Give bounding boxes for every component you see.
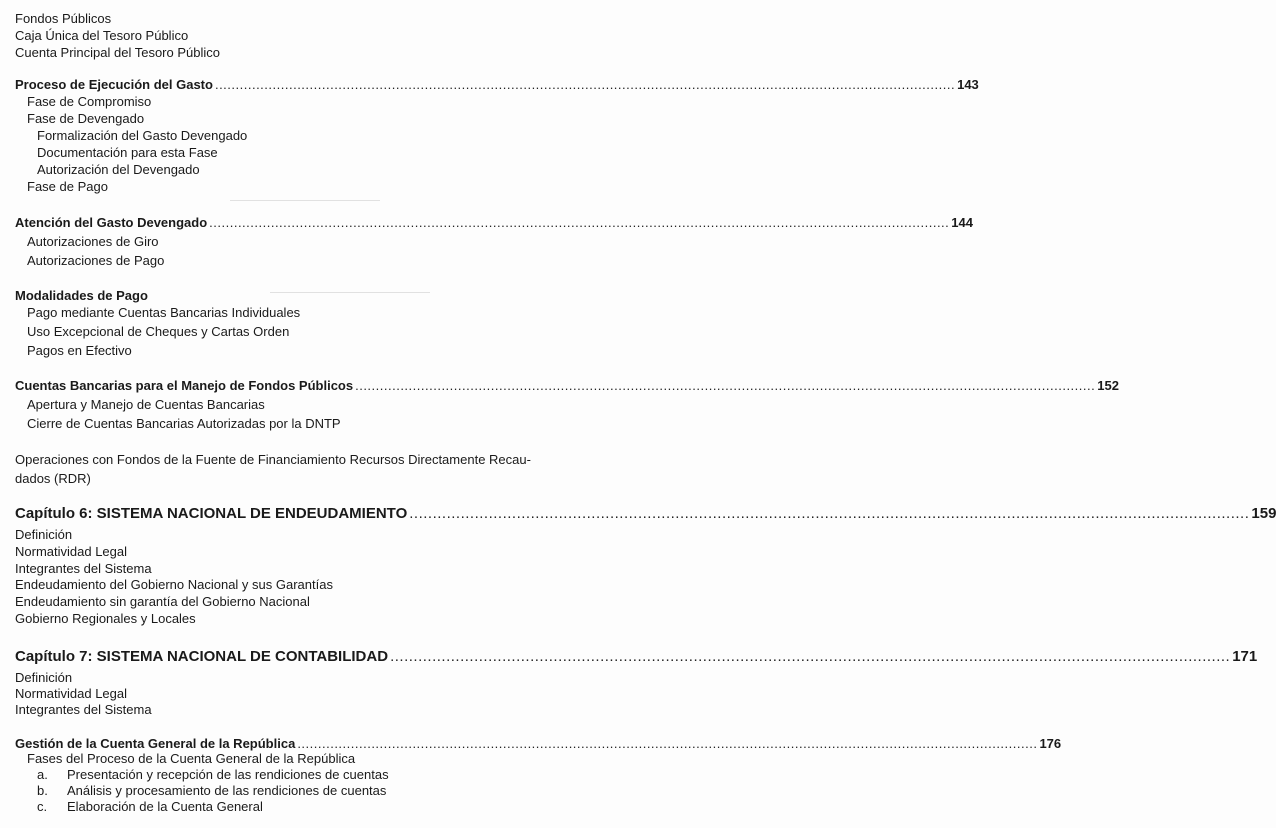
toc-item: Pago mediante Cuentas Bancarias Individuales xyxy=(27,305,301,320)
chapter-title: Capítulo 6: SISTEMA NACIONAL DE ENDEUDAMIENTO xyxy=(15,505,408,522)
leader-dots: .................................................................................................................................................................................... xyxy=(209,215,950,230)
toc-subitem: Autorización del Devengado xyxy=(37,162,200,177)
toc-item: Fase de Devengado xyxy=(27,111,145,126)
toc-item: Integrantes del Sistema xyxy=(15,702,152,717)
toc-heading-title: Gestión de la Cuenta General de la República xyxy=(15,736,296,751)
toc-heading-title: Proceso de Ejecución del Gasto xyxy=(15,77,213,92)
toc-item: Endeudamiento del Gobierno Nacional y sus Garantías xyxy=(15,577,333,592)
toc-subitem: Formalización del Gasto Devengado xyxy=(37,128,248,143)
toc-item: Normatividad Legal xyxy=(15,544,128,559)
scan-streak xyxy=(230,200,380,201)
leader-dots: .................................................................................................................................................................................... xyxy=(390,648,1231,665)
toc-list-item xyxy=(37,767,389,783)
toc-item: Definición xyxy=(15,527,73,542)
toc-item: Fase de Compromiso xyxy=(27,94,152,109)
toc-item: Uso Excepcional de Cheques y Cartas Orden xyxy=(27,324,290,339)
toc-item: Integrantes del Sistema xyxy=(15,561,152,576)
toc-item: Fases del Proceso de la Cuenta General de la República xyxy=(27,751,356,766)
list-marker: a. xyxy=(37,767,48,782)
toc-list-item xyxy=(37,799,263,815)
list-text: Elaboración de la Cuenta General xyxy=(67,799,263,814)
page-number: 159 xyxy=(1251,505,1276,522)
page-number: 152 xyxy=(1097,378,1119,393)
toc-paragraph-line: dados (RDR) xyxy=(15,471,91,486)
list-marker: c. xyxy=(37,799,48,814)
toc-item: Definición xyxy=(15,670,73,685)
leader-dots: .................................................................................................................................................................................... xyxy=(214,77,956,92)
toc-item: Caja Única del Tesoro Público xyxy=(15,28,189,43)
toc-item: Fase de Pago xyxy=(27,179,108,194)
toc-heading xyxy=(15,378,1119,394)
toc-item: Autorizaciones de Giro xyxy=(27,234,159,249)
toc-item: Apertura y Manejo de Cuentas Bancarias xyxy=(27,397,265,412)
toc-heading-title: Atención del Gasto Devengado xyxy=(15,215,208,230)
page-number: 143 xyxy=(957,77,979,92)
scan-streak xyxy=(270,292,430,293)
toc-heading xyxy=(15,736,1062,752)
toc-heading xyxy=(15,215,973,231)
toc-item: Normatividad Legal xyxy=(15,686,128,701)
toc-subitem: Documentación para esta Fase xyxy=(37,145,218,160)
leader-dots: .................................................................................................................................................................................... xyxy=(409,505,1250,522)
toc-heading-title: Cuentas Bancarias para el Manejo de Fondos Públicos xyxy=(15,378,354,393)
page-number: 144 xyxy=(951,215,973,230)
page-number: 171 xyxy=(1232,648,1258,665)
list-text: Presentación y recepción de las rendiciones de cuentas xyxy=(67,767,389,782)
chapter-heading xyxy=(15,505,1276,523)
list-text: Análisis y procesamiento de las rendiciones de cuentas xyxy=(67,783,387,798)
toc-heading-title: Modalidades de Pago xyxy=(15,288,148,303)
list-marker: b. xyxy=(37,783,48,798)
toc-heading xyxy=(15,77,979,93)
toc-paragraph-line: Operaciones con Fondos de la Fuente de Financiamiento Recursos Directamente Recau- xyxy=(15,452,531,467)
toc-item: Cierre de Cuentas Bancarias Autorizadas por la DNTP xyxy=(27,416,341,431)
toc-list-item xyxy=(37,783,386,799)
toc-item: Cuenta Principal del Tesoro Público xyxy=(15,45,220,60)
leader-dots: .................................................................................................................................................................................... xyxy=(355,378,1096,393)
toc-item: Fondos Públicos xyxy=(15,11,112,26)
toc-item: Gobierno Regionales y Locales xyxy=(15,611,196,626)
chapter-title: Capítulo 7: SISTEMA NACIONAL DE CONTABILIDAD xyxy=(15,648,389,665)
toc-item: Pagos en Efectivo xyxy=(27,343,132,358)
toc-item: Autorizaciones de Pago xyxy=(27,253,165,268)
leader-dots: .................................................................................................................................................................................... xyxy=(297,736,1038,751)
page-number: 176 xyxy=(1039,736,1062,751)
toc-item: Endeudamiento sin garantía del Gobierno Nacional xyxy=(15,594,310,609)
chapter-heading xyxy=(15,648,1258,666)
